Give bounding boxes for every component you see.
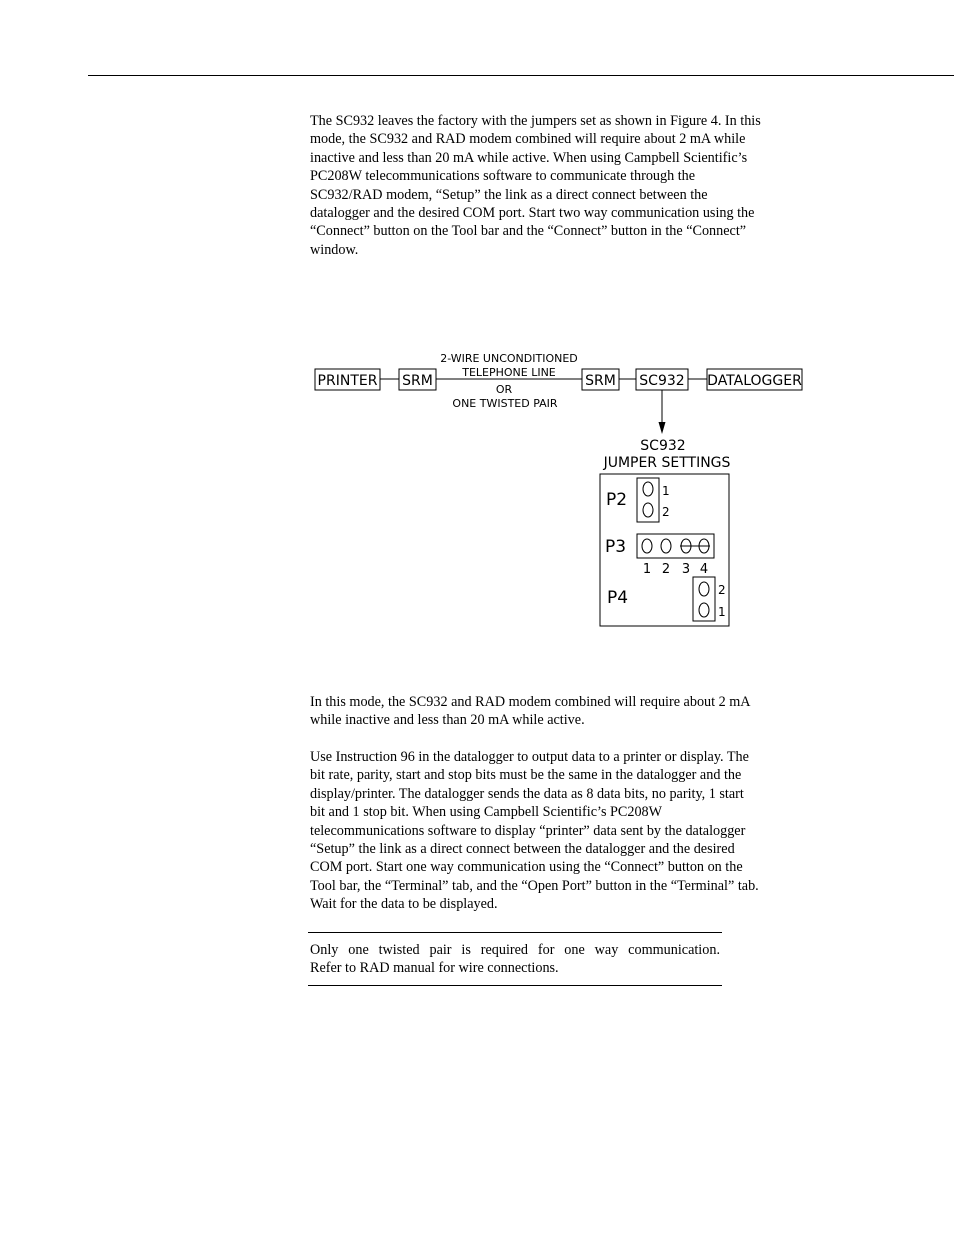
p3-pin-1 [642,539,652,553]
p2-pin-2 [643,503,653,517]
srm-right-box [582,369,619,390]
sc932-label: SC932 [639,373,685,389]
instruction-paragraph: Use Instruction 96 in the datalogger to output data to a printer or display. The bit rate, parity, start and stop bits must be the same in the datalogger and the display/printer. The datalogger sends the data as 8 data bits, no parity, 1 start bit and 1 stop bit. When using Campbell Scientific’s PC208W telecommunications software to display “printer” data sent by the datalogger “Setup” the link as a direct connect between the datalogger and the desired COM port. Start one way communication using the “Connect” button on the Tool bar, the “Terminal” tab, and the “Open Port” button in the “Terminal” tab. Wait for the data to be displayed. [310,749,759,913]
note-bottom-rule [308,985,722,986]
note-box [310,941,720,978]
jumper-settings-box [600,474,729,626]
srm-left-box [399,369,436,390]
connection-diagram [300,340,820,640]
sc932-box [636,369,688,390]
p2-jumper-block [637,478,659,522]
p4-pin-label-2: 2 [718,583,726,597]
p3-label: P3 [605,537,627,557]
printer-box [315,369,380,390]
down-arrow [659,390,666,434]
line-label-4: ONE TWISTED PAIR [452,397,558,410]
p2-pin-1 [643,482,653,496]
p3-pin-label-4: 4 [699,562,709,577]
line-label-3: OR [495,383,513,396]
mode-paragraph: In this mode, the SC932 and RAD modem combined will require about 2 mA while inactive and less than 20 mA while active. [310,694,751,729]
intro-paragraph: The SC932 leaves the factory with the jumpers set as shown in Figure 4. In this mode, the SC932 and RAD modem combined will require about 2 mA while inactive and less than 20 mA while active. When using Campbell Scientific’s PC208W telecommunications software to communicate through the SC932/RAD modem, “Setup” the link as a direct connect between the datalogger and the desired COM port. Start two way communication using the “Connect” button on the Tool bar and the “Connect” button in the “Connect” window. [310,113,761,258]
p4-label: P4 [607,588,629,608]
p3-pin-label-2: 2 [661,562,671,577]
jumper-title-1: SC932 [640,438,686,454]
p2-pin-label-2: 2 [662,505,670,519]
srm-right-label: SRM [585,373,616,389]
line-label-2: TELEPHONE LINE [462,366,556,379]
header-rule [88,75,954,76]
note-top-rule [308,932,722,933]
p3-pin-2 [661,539,671,553]
p2-label: P2 [606,490,628,510]
note-line-2: Refer to RAD manual for wire connections. [310,960,559,977]
datalogger-box [707,369,802,390]
srm-left-label: SRM [402,373,433,389]
printer-box-label: PRINTER [317,373,378,389]
p4-pin-1 [699,603,709,617]
p3-pin-label-3: 3 [681,562,691,577]
line-label-1: 2-WIRE UNCONDITIONED [440,352,578,365]
datalogger-label: DATALOGGER [707,373,802,389]
p4-pin-label-1: 1 [718,605,726,619]
p3-pin-label-1: 1 [642,562,652,577]
jumper-title-2: JUMPER SETTINGS [603,455,731,471]
note-line-1: Only one twisted pair is required for one way communication. [310,942,720,958]
p4-pin-2 [699,582,709,596]
p4-jumper-block [693,577,715,621]
p2-pin-label-1: 1 [662,484,670,498]
